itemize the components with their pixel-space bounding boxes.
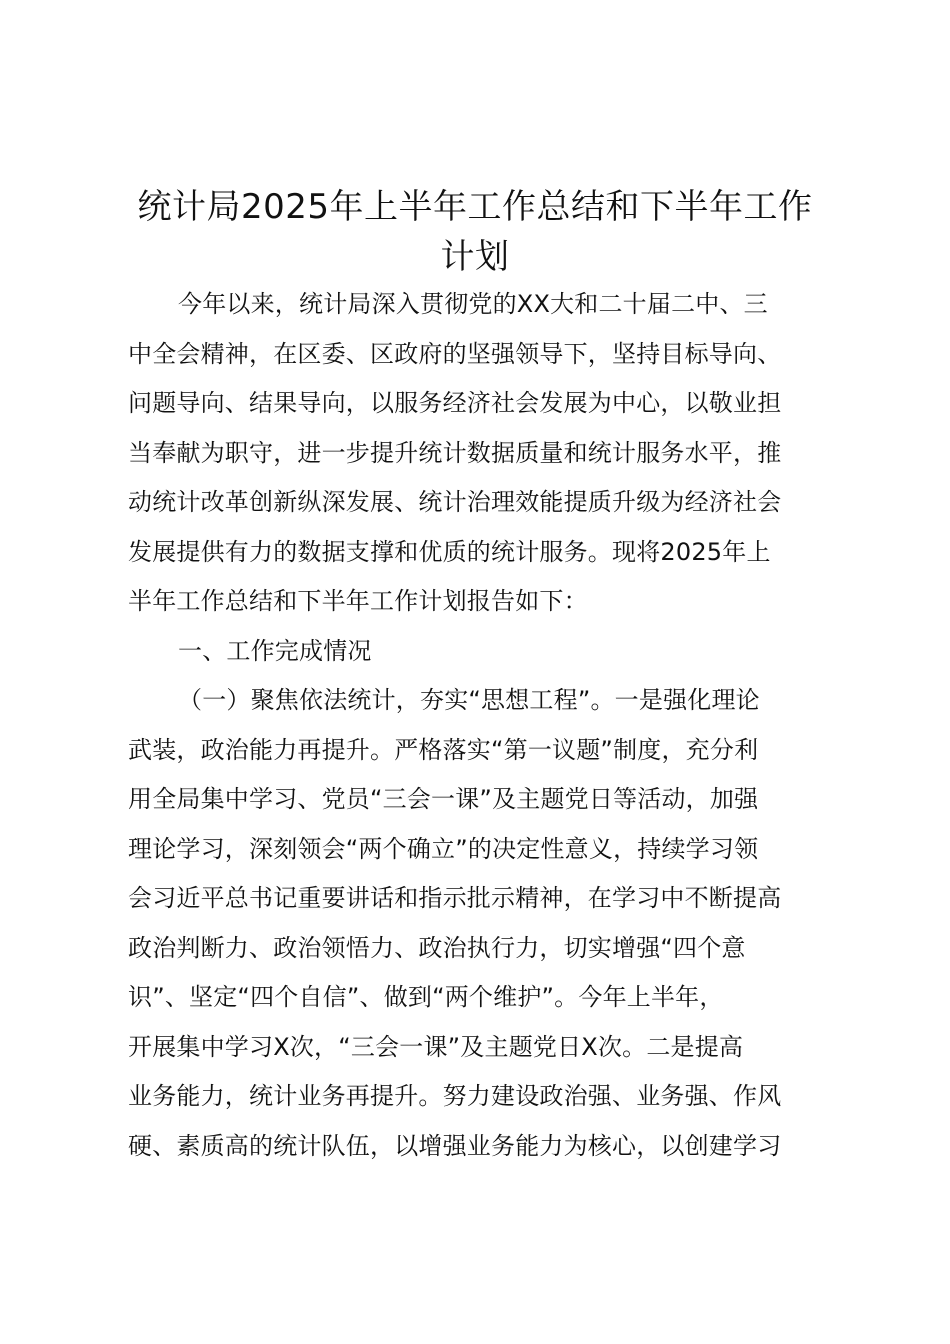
body-text-line: 业务能力，统计业务再提升。努力建设政治强、业务强、作风 — [128, 1082, 782, 1110]
body-text-line: 一、工作完成情况 — [178, 636, 372, 665]
body-text-line: 半年工作总结和下半年工作计划报告如下： — [128, 587, 588, 615]
title-line: 统计局2025年上半年工作总结和下半年工作 — [137, 187, 813, 227]
body-text-line: 用全局集中学习、党员“三会一课”及主题党日等活动，加强 — [128, 785, 759, 813]
body-text-line: 理论学习，深刻领会“两个确立”的决定性意义，持续学习领 — [128, 834, 759, 863]
body-text-line: 今年以来，统计局深入贯彻党的XX大和二十届二中、三 — [178, 290, 768, 318]
body-text-line: 中全会精神，在区委、区政府的坚强领导下，坚持目标导向、 — [128, 339, 782, 368]
body-text-line: 动统计改革创新纵深发展、统计治理效能提质升级为经济社会 — [128, 488, 782, 516]
body-text-line: 当奉献为职守，进一步提升统计数据质量和统计服务水平，推 — [128, 438, 782, 467]
body-text-line: 政治判断力、政治领悟力、政治执行力，切实增强“四个意 — [128, 933, 746, 962]
document-body — [128, 280, 838, 1171]
document-title — [112, 182, 838, 282]
body-text-line: 识”、坚定“四个自信”、做到“两个维护”。今年上半年， — [128, 983, 724, 1011]
body-text-line: 武装，政治能力再提升。严格落实“第一议题”制度，充分利 — [128, 735, 759, 764]
body-text-line: 问题导向、结果导向，以服务经济社会发展为中心，以敬业担 — [128, 389, 782, 417]
body-text-line: 硬、素质高的统计队伍，以增强业务能力为核心，以创建学习 — [128, 1131, 782, 1160]
body-text-line: 发展提供有力的数据支撑和优质的统计服务。现将2025年上 — [128, 537, 771, 566]
title-line: 计划 — [440, 237, 510, 277]
body-text-line: （一）聚焦依法统计，夯实“思想工程”。一是强化理论 — [178, 686, 760, 714]
body-text-line: 会习近平总书记重要讲话和指示批示精神，在学习中不断提高 — [128, 884, 782, 912]
body-text-line: 开展集中学习X次，“三会一课”及主题党日X次。二是提高 — [128, 1032, 744, 1061]
